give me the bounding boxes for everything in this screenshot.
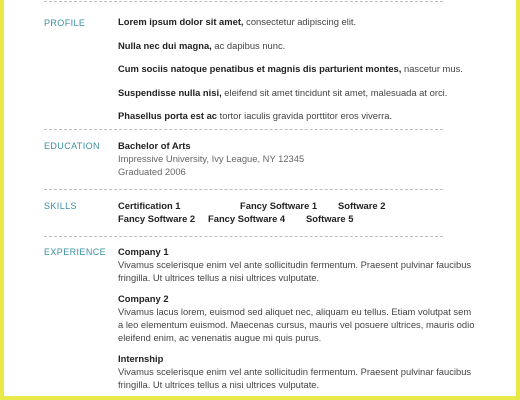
skills-label: SKILLS	[44, 201, 77, 211]
school-line: Impressive University, Ivy League, NY 12345	[118, 153, 305, 164]
profile-label: PROFILE	[44, 18, 86, 28]
job-title: Company 2	[118, 293, 169, 304]
job-description: Vivamus scelerisque enim vel ante sollicitudin fermentum. Praesent pulvinar faucibus fringilla. Ut ultrices tellus a nisi ultrices vulputate.	[118, 259, 472, 283]
job-title: Company 1	[118, 246, 169, 257]
job-description: Vivamus scelerisque enim vel ante sollicitudin fermentum. Praesent pulvinar faucibus fringilla. Ut ultrices tellus a nisi ultrices vulputate.	[118, 366, 472, 390]
skill-item: Fancy Software 2	[118, 213, 196, 224]
profile-line: Phasellus porta est ac tortor iaculis gravida porttitor eros viverra.	[118, 110, 393, 121]
top-divider	[44, 1, 443, 2]
graduation-line: Graduated 2006	[118, 166, 186, 177]
profile-line: Cum sociis natoque penatibus et magnis dis parturient montes, nascetur mus.	[118, 63, 463, 74]
job-entry	[118, 292, 478, 344]
job-title: Internship	[118, 353, 164, 364]
job-description: Vivamus lacus lorem, euismod sed aliquet nec, aliquam eu tellus. Etiam volutpat sem a leo elementum euismod. Maecenas cursus, mauris vel posuere ultrices, mauris odio eleifend enim, ac venenatis augue mi quis purus.	[118, 306, 475, 343]
skill-item: Software 5	[306, 213, 354, 224]
divider	[44, 129, 443, 130]
education-label: EDUCATION	[44, 141, 100, 151]
divider	[44, 189, 443, 190]
divider	[44, 236, 443, 237]
job-entry	[118, 245, 478, 284]
skills-row	[118, 199, 478, 212]
education-section	[118, 139, 478, 178]
degree-title: Bachelor of Arts	[118, 140, 191, 151]
skill-item: Certification 1	[118, 200, 181, 211]
skills-section	[118, 199, 478, 225]
skill-item: Fancy Software 4	[208, 213, 286, 224]
profile-section	[118, 15, 478, 133]
skill-item: Fancy Software 1	[240, 200, 318, 211]
job-entry	[118, 352, 478, 391]
profile-line: Nulla nec dui magna, ac dapibus nunc.	[118, 39, 286, 51]
profile-line: Lorem ipsum dolor sit amet, consectetur adipiscing elit.	[118, 16, 357, 27]
skill-item: Software 2	[338, 200, 386, 211]
experience-section	[118, 245, 478, 399]
skills-row	[118, 212, 478, 225]
experience-label: EXPERIENCE	[44, 247, 107, 257]
profile-line: Suspendisse nulla nisi, eleifend sit amet tincidunt sit amet, malesuada at orci.	[118, 86, 448, 98]
